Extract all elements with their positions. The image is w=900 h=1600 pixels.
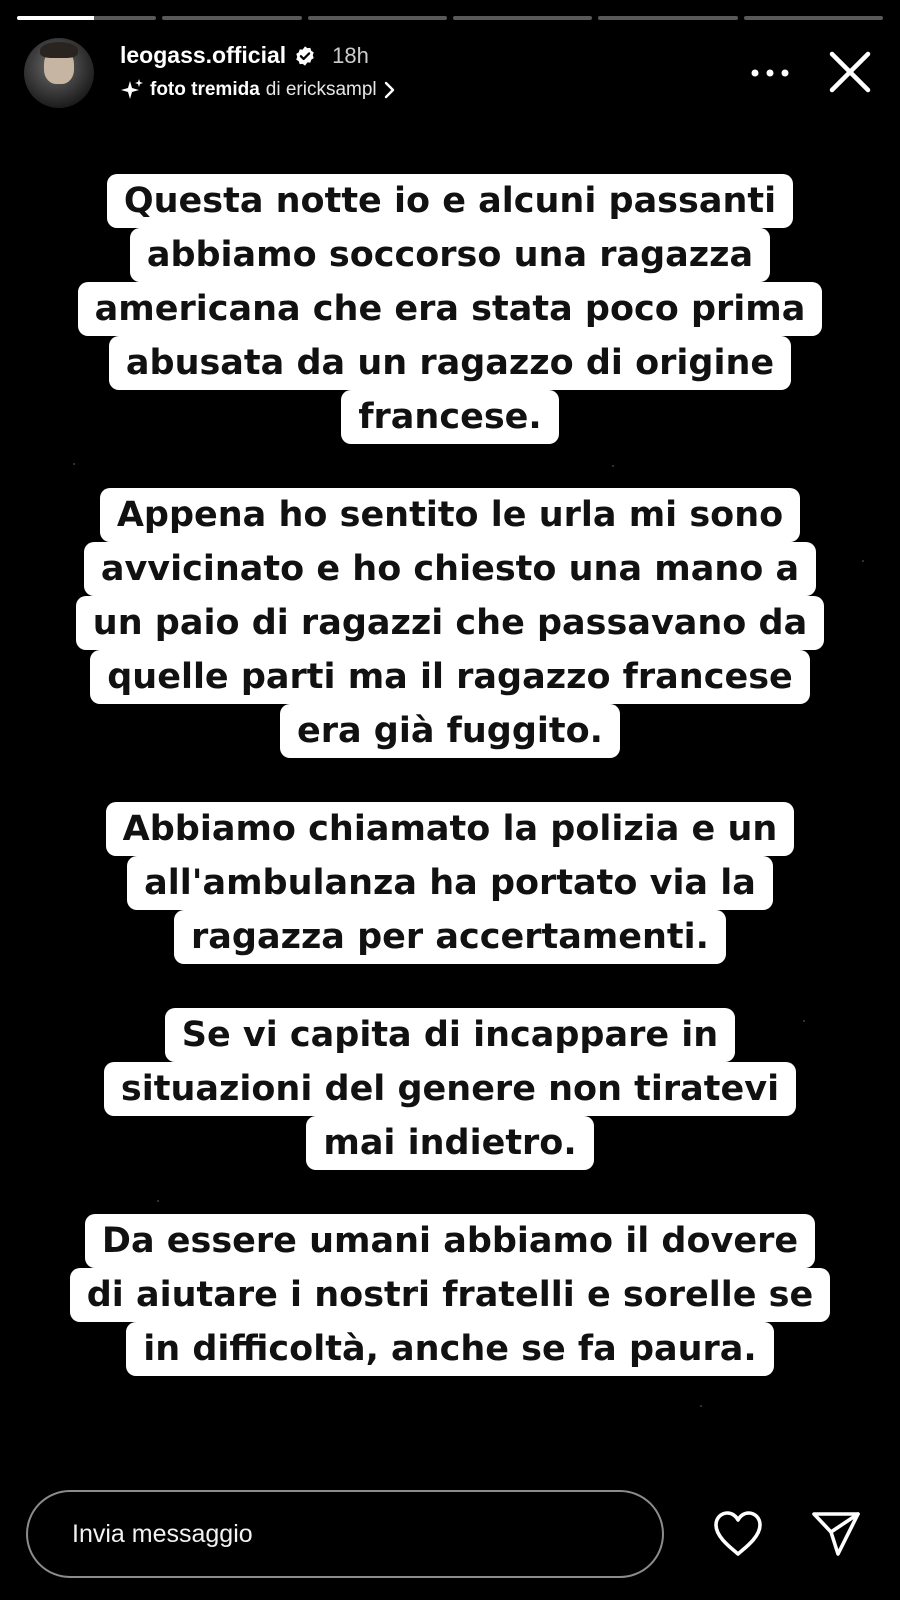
- story-progress-segment: [744, 16, 883, 20]
- story-progress-segment: [598, 16, 737, 20]
- sparkle-icon: [120, 78, 144, 102]
- text-line: Se vi capita di incappare in: [165, 1008, 735, 1062]
- background-speck: [803, 1020, 805, 1022]
- story-progress-segment: [308, 16, 447, 20]
- post-time: 18h: [332, 42, 369, 68]
- background-speck: [240, 1018, 242, 1020]
- text-line: in difficoltà, anche se fa paura.: [126, 1322, 773, 1376]
- story-progress-segment: [453, 16, 592, 20]
- text-line: di aiutare i nostri fratelli e sorelle se: [70, 1268, 831, 1322]
- text-line: mai indietro.: [306, 1116, 593, 1170]
- text-line: ragazza per accertamenti.: [174, 910, 726, 964]
- music-attribution[interactable]: [120, 78, 397, 102]
- text-line: quelle parti ma il ragazzo francese: [90, 650, 810, 704]
- text-line: situazioni del genere non tiratevi: [104, 1062, 796, 1116]
- background-speck: [73, 463, 75, 465]
- text-line: era già fuggito.: [280, 704, 620, 758]
- background-speck: [862, 560, 864, 562]
- text-line: francese.: [341, 390, 558, 444]
- background-speck: [157, 1200, 159, 1202]
- text-paragraph: [0, 1008, 900, 1170]
- text-line: Questa notte io e alcuni passanti: [107, 174, 793, 228]
- text-line: Da essere umani abbiamo il dovere: [85, 1214, 815, 1268]
- send-icon[interactable]: [810, 1510, 862, 1558]
- message-input[interactable]: [26, 1490, 664, 1578]
- username[interactable]: leogass.official: [120, 42, 287, 68]
- text-paragraph: [0, 174, 900, 444]
- story-progress-segment: [17, 16, 156, 20]
- text-line: Appena ho sentito le urla mi sono: [100, 488, 800, 542]
- text-line: abusata da un ragazzo di origine: [109, 336, 791, 390]
- text-paragraph: [0, 488, 900, 758]
- background-speck: [700, 1405, 702, 1407]
- music-title: foto tremida: [150, 79, 260, 100]
- text-line: abbiamo soccorso una ragazza: [130, 228, 770, 282]
- text-line: Abbiamo chiamato la polizia e un: [106, 802, 795, 856]
- text-line: americana che era stata poco prima: [78, 282, 823, 336]
- story-text-content: [0, 174, 900, 1420]
- username-row: [120, 42, 369, 69]
- story-progress-fill: [17, 16, 94, 20]
- background-speck: [415, 1288, 417, 1290]
- chevron-right-icon: [383, 80, 397, 100]
- close-icon[interactable]: [824, 46, 876, 98]
- text-line: avvicinato e ho chiesto una mano a: [84, 542, 816, 596]
- background-speck: [260, 300, 262, 302]
- background-speck: [614, 1218, 616, 1220]
- heart-icon[interactable]: [712, 1510, 764, 1558]
- verified-badge-icon: [294, 45, 316, 67]
- text-paragraph: [0, 802, 900, 964]
- more-options-icon[interactable]: [746, 58, 794, 88]
- story-header: [24, 38, 876, 110]
- story-progress-bar: [17, 16, 883, 20]
- profile-avatar[interactable]: [24, 38, 94, 108]
- music-artist: di ericksampl: [265, 79, 377, 100]
- story-progress-segment: [162, 16, 301, 20]
- text-paragraph: [0, 1214, 900, 1376]
- story-footer: [26, 1482, 874, 1578]
- background-speck: [612, 465, 614, 467]
- text-line: un paio di ragazzi che passavano da: [76, 596, 824, 650]
- text-line: all'ambulanza ha portato via la: [127, 856, 773, 910]
